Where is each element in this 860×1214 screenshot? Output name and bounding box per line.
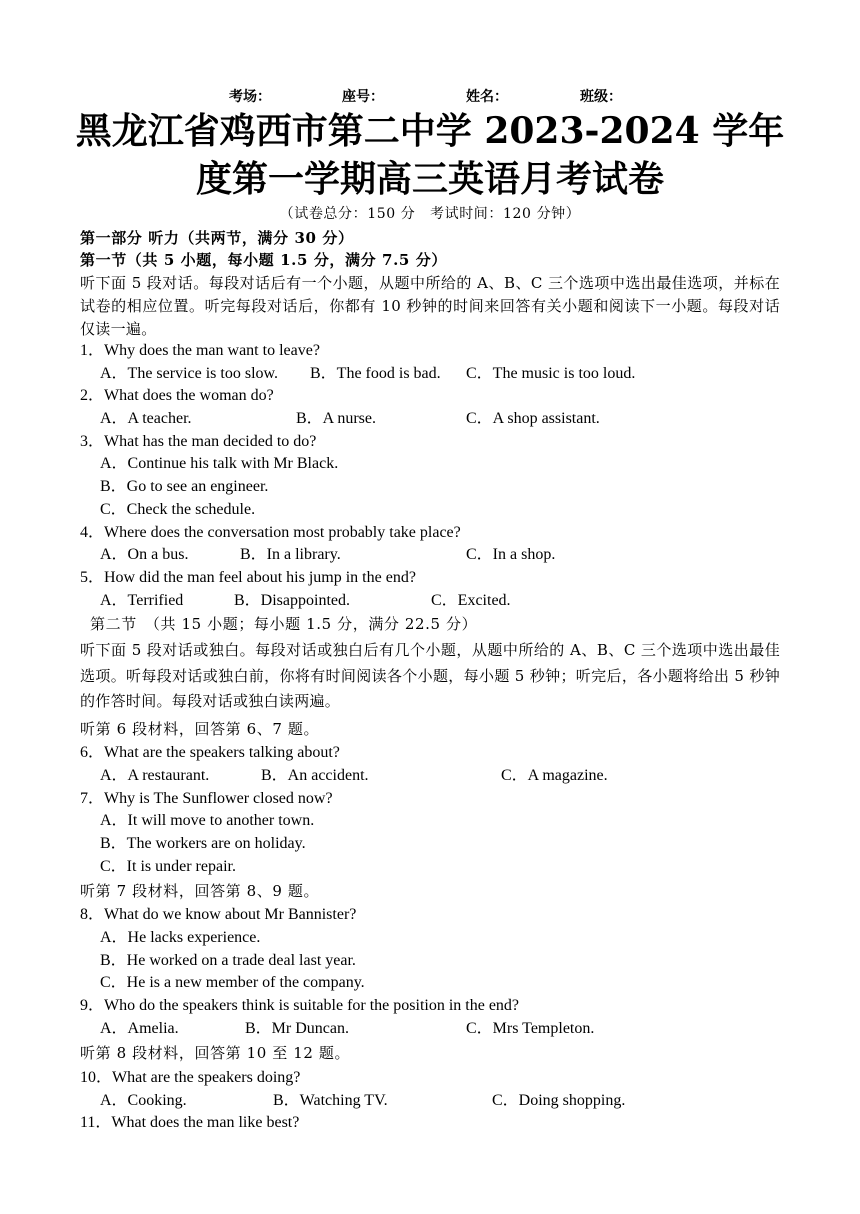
question-8-option-a: A．He lacks experience. [100,929,261,946]
material-7-instruction: 听第 7 段材料，回答第 8、9 题。 [80,882,320,900]
class-label: 班级： [580,89,622,105]
question-1-stem: 1．Why does the man want to leave? [80,342,320,359]
question-1-option-c: C．The music is too loud. [466,365,636,382]
question-6-option-a: A．A restaurant. [100,767,210,784]
question-1-option-a: A．The service is too slow. [100,365,279,382]
question-7-option-a: A．It will move to another town. [100,812,315,829]
question-11-stem: 11．What does the man like best? [80,1114,300,1131]
question-2-option-c: C．A shop assistant. [466,410,600,427]
question-4-option-b: B．In a library. [240,546,341,563]
question-8-option-b: B．He worked on a trade deal last year. [100,952,356,969]
section1-heading: 第一节（共 5 小题，每小题 1.5 分，满分 7.5 分） [80,251,447,269]
question-5-option-b: B．Disappointed. [234,592,350,609]
question-10-option-c: C．Doing shopping. [492,1092,626,1109]
question-8-stem: 8．What do we know about Mr Bannister? [80,906,357,923]
page-title-line2: 度第一学期高三英语月考试卷 [195,158,664,200]
section2-instructions: 听下面 5 段对话或独白。每段对话或独白后有几个小题，从题中所给的 A、B、C 三个选项中选出最佳选项。听每段对话或独白前，你将有时间阅读各个小题，每小题 5 秒钟；听完后，各小题将给出 5 秒钟的作答时间。每段对话或独白读两遍。 [80,641,780,710]
question-10-option-a: A．Cooking. [100,1092,187,1109]
question-4-option-a: A．On a bus. [100,546,189,563]
section1-instructions: 听下面 5 段对话。每段对话后有一个小题，从题中所给的 A、B、C 三个选项中选出最佳选项，并标在试卷的相应位置。听完每段对话后，你都有 10 秒钟的时间来回答有关小题和阅读下一小题。每段对话仅读一遍。 [80,274,780,338]
question-4-option-c: C．In a shop. [466,546,556,563]
section2-heading: 第二节 （共 15 小题；每小题 1.5 分，满分 22.5 分） [90,615,478,633]
question-3-option-b: B．Go to see an engineer. [100,478,269,495]
question-8-option-c: C．He is a new member of the company. [100,974,365,991]
question-4-stem: 4．Where does the conversation most probably take place? [80,524,461,541]
question-7-stem: 7．Why is The Sunflower closed now? [80,790,333,807]
question-2-option-a: A．A teacher. [100,410,192,427]
question-9-option-c: C．Mrs Templeton. [466,1020,595,1037]
question-5-option-a: A．Terrified [100,592,184,609]
question-9-option-a: A．Amelia. [100,1020,179,1037]
question-3-stem: 3．What has the man decided to do? [80,433,317,450]
question-3-option-a: A．Continue his talk with Mr Black. [100,455,339,472]
question-9-stem: 9．Who do the speakers think is suitable for the position in the end? [80,997,520,1014]
question-10-stem: 10．What are the speakers doing? [80,1069,301,1086]
question-2-option-b: B．A nurse. [296,410,377,427]
name-label: 姓名： [466,89,508,105]
question-5-stem: 5．How did the man feel about his jump in the end? [80,569,416,586]
question-9-option-b: B．Mr Duncan. [245,1020,349,1037]
question-1-option-b: B．The food is bad. [310,365,441,382]
question-10-option-b: B．Watching TV. [273,1092,388,1109]
question-7-option-c: C．It is under repair. [100,858,236,875]
question-5-option-c: C．Excited. [431,592,511,609]
question-6-stem: 6．What are the speakers talking about? [80,744,340,761]
exam-info-subtitle: （试卷总分：150 分 考试时间：120 分钟） [279,206,581,222]
material-6-instruction: 听第 6 段材料，回答第 6、7 题。 [80,720,320,738]
question-6-option-b: B．An accident. [261,767,369,784]
question-6-option-c: C．A magazine. [501,767,608,784]
question-7-option-b: B．The workers are on holiday. [100,835,306,852]
question-3-option-c: C．Check the schedule. [100,501,256,518]
question-2-stem: 2．What does the woman do? [80,387,274,404]
page-title-line1: 黑龙江省鸡西市第二中学 2023-2024 学年 [75,110,785,152]
material-8-instruction: 听第 8 段材料，回答第 10 至 12 题。 [80,1044,351,1062]
part1-heading: 第一部分 听力（共两节，满分 30 分） [80,229,354,247]
exam-room-label: 考场： [229,89,271,105]
seat-label: 座号： [342,89,384,105]
